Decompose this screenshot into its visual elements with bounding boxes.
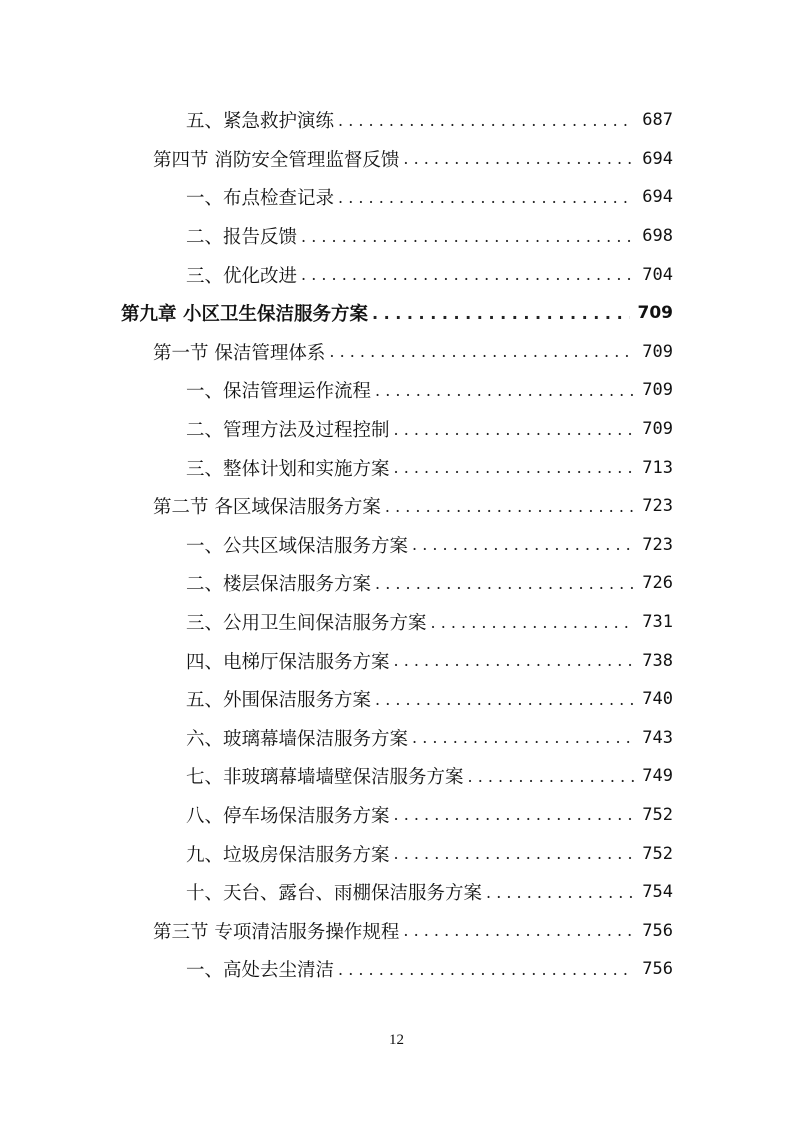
toc-entry-label: 五、紧急救护演练 <box>186 111 335 133</box>
toc-entry-label: 第一节 保洁管理体系 <box>153 342 326 364</box>
toc-leader-dots <box>468 767 635 786</box>
table-of-contents <box>0 101 793 989</box>
toc-entry-page: 709 <box>642 341 673 362</box>
toc-subsection-entry[interactable] <box>0 796 793 835</box>
toc-leader-dots <box>412 728 634 747</box>
toc-entry-label: 五、外围保洁服务方案 <box>186 690 372 712</box>
toc-subsection-entry[interactable] <box>0 719 793 758</box>
toc-entry-label: 一、保洁管理运作流程 <box>186 381 372 403</box>
toc-subsection-entry[interactable] <box>0 178 793 217</box>
toc-leader-dots <box>329 342 634 361</box>
toc-entry-page: 756 <box>642 959 673 980</box>
toc-entry-page: 694 <box>642 148 673 169</box>
toc-entry-page: 698 <box>642 226 673 247</box>
toc-entry-label: 第三节 专项清洁服务操作规程 <box>153 921 400 943</box>
toc-entry-page: 709 <box>637 303 673 324</box>
toc-leader-dots <box>375 381 634 400</box>
toc-leader-dots <box>372 304 630 323</box>
toc-entry-page: 687 <box>642 110 673 131</box>
toc-leader-dots <box>403 149 634 168</box>
toc-entry-page: 731 <box>642 612 673 633</box>
toc-leader-dots <box>301 265 634 284</box>
toc-section-entry[interactable] <box>0 911 793 950</box>
toc-entry-label: 八、停车场保洁服务方案 <box>186 805 390 827</box>
toc-section-entry[interactable] <box>0 333 793 372</box>
toc-entry-label: 一、布点检查记录 <box>186 188 335 210</box>
toc-subsection-entry[interactable] <box>0 371 793 410</box>
toc-section-entry[interactable] <box>0 487 793 526</box>
toc-entry-page: 709 <box>642 419 673 440</box>
toc-leader-dots <box>338 960 634 979</box>
toc-subsection-entry[interactable] <box>0 255 793 294</box>
toc-leader-dots <box>385 497 634 516</box>
toc-leader-dots <box>375 690 634 709</box>
toc-entry-page: 752 <box>642 804 673 825</box>
toc-entry-page: 738 <box>642 650 673 671</box>
toc-leader-dots <box>403 921 634 940</box>
toc-leader-dots <box>338 188 634 207</box>
toc-subsection-entry[interactable] <box>0 641 793 680</box>
toc-entry-page: 704 <box>642 264 673 285</box>
toc-entry-label: 一、高处去尘清洁 <box>186 960 335 982</box>
toc-entry-label: 七、非玻璃幕墙墙壁保洁服务方案 <box>186 767 464 789</box>
toc-entry-label: 四、电梯厅保洁服务方案 <box>186 651 390 673</box>
toc-subsection-entry[interactable] <box>0 950 793 989</box>
toc-leader-dots <box>394 844 635 863</box>
toc-entry-label: 第九章 小区卫生保洁服务方案 <box>121 304 368 326</box>
toc-leader-dots <box>301 227 634 246</box>
toc-leader-dots <box>338 111 634 130</box>
toc-leader-dots <box>375 574 634 593</box>
toc-entry-page: 723 <box>642 534 673 555</box>
toc-entry-label: 二、楼层保洁服务方案 <box>186 574 372 596</box>
toc-subsection-entry[interactable] <box>0 526 793 565</box>
toc-entry-page: 726 <box>642 573 673 594</box>
toc-leader-dots <box>394 651 635 670</box>
toc-entry-label: 一、公共区域保洁服务方案 <box>186 535 409 557</box>
toc-entry-label: 三、优化改进 <box>186 265 298 287</box>
toc-subsection-entry[interactable] <box>0 217 793 256</box>
toc-entry-label: 三、整体计划和实施方案 <box>186 458 390 480</box>
toc-subsection-entry[interactable] <box>0 680 793 719</box>
toc-leader-dots <box>431 613 635 632</box>
toc-entry-label: 二、管理方法及过程控制 <box>186 420 390 442</box>
toc-subsection-entry[interactable] <box>0 448 793 487</box>
toc-subsection-entry[interactable] <box>0 564 793 603</box>
toc-leader-dots <box>394 805 635 824</box>
toc-entry-label: 十、天台、露台、雨棚保洁服务方案 <box>186 883 483 905</box>
toc-leader-dots <box>486 883 634 902</box>
toc-entry-label: 第四节 消防安全管理监督反馈 <box>153 149 400 171</box>
toc-leader-dots <box>394 420 635 439</box>
toc-entry-page: 756 <box>642 920 673 941</box>
toc-entry-page: 713 <box>642 457 673 478</box>
toc-entry-page: 754 <box>642 882 673 903</box>
toc-leader-dots <box>394 458 635 477</box>
toc-entry-label: 二、报告反馈 <box>186 227 298 249</box>
toc-entry-page: 709 <box>642 380 673 401</box>
toc-subsection-entry[interactable] <box>0 410 793 449</box>
toc-entry-page: 723 <box>642 496 673 517</box>
toc-subsection-entry[interactable] <box>0 101 793 140</box>
toc-subsection-entry[interactable] <box>0 834 793 873</box>
toc-entry-label: 九、垃圾房保洁服务方案 <box>186 844 390 866</box>
toc-chapter-entry[interactable] <box>0 294 793 333</box>
toc-entry-page: 749 <box>642 766 673 787</box>
toc-leader-dots <box>412 535 634 554</box>
toc-entry-page: 752 <box>642 843 673 864</box>
toc-section-entry[interactable] <box>0 140 793 179</box>
toc-entry-page: 694 <box>642 187 673 208</box>
toc-entry-page: 740 <box>642 689 673 710</box>
toc-entry-label: 六、玻璃幕墙保洁服务方案 <box>186 728 409 750</box>
toc-entry-page: 743 <box>642 727 673 748</box>
toc-subsection-entry[interactable] <box>0 603 793 642</box>
toc-entry-label: 三、公用卫生间保洁服务方案 <box>186 613 427 635</box>
toc-subsection-entry[interactable] <box>0 757 793 796</box>
toc-subsection-entry[interactable] <box>0 873 793 912</box>
page-number: 12 <box>389 1032 404 1048</box>
toc-entry-label: 第二节 各区域保洁服务方案 <box>153 497 381 519</box>
